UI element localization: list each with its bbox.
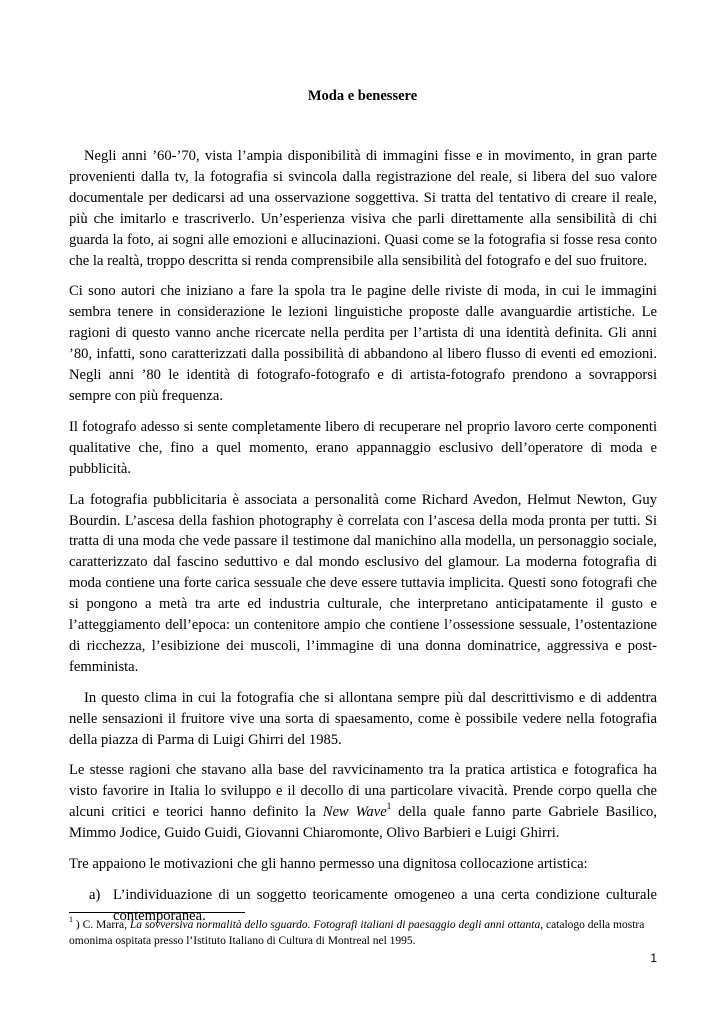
- footnote-rest: , catalogo della mostra omonima ospitata presso l’Istituto Italiano di Cultura di Montreal nel 1995.: [69, 919, 645, 947]
- page-number: 1: [650, 951, 657, 965]
- new-wave-term: New Wave: [322, 804, 387, 821]
- footnote-divider: [69, 912, 245, 913]
- footnote-author: ) C. Marra,: [73, 919, 130, 931]
- paragraph-3: Il fotografo adesso si sente completamente libero di recuperare nel proprio lavoro certe componenti qualitative che, fino a quel momento, erano appannaggio esclusivo dell’operatore di moda e pubblicità.: [69, 418, 657, 477]
- list-item-text: L’individuazione di un soggetto teoricamente omogeneo a una certa condizione culturale contemporanea.: [113, 887, 657, 924]
- footnote-number: 1: [69, 915, 73, 925]
- footnote: [69, 915, 657, 949]
- page-title: Moda e benessere: [307, 88, 418, 104]
- new-wave-text-after: della quale fanno parte Gabriele Basilico, Mimmo Jodice, Guido Guidi, Giovanni Chiaromonte, Olivo Barbieri e Luigi Ghirri.: [69, 804, 657, 842]
- footnote-title: La sovversiva normalità dello sguardo. Fotografi italiani di paesaggio degli anni ottanta: [129, 919, 541, 931]
- footnote-reference[interactable]: 1: [386, 801, 392, 812]
- paragraph-2: Ci sono autori che iniziano a fare la spola tra le pagine delle riviste di moda, in cui le immagini sembra tenere in considerazione le lezioni linguistiche proposte dalle avanguardie artistiche. Le ragioni di questo vanno anche ricercate nella perdita per l’artista di una identità definita. Gli anni ’80, infatti, sono caratterizzati dalla possibilità di abbandono al libero flusso di eventi ed emozioni. Negli anni ’80 le identità di fotografo-fotografo e di artista-fotografo prendono a sovrapporsi sempre con più frequenza.: [69, 283, 657, 404]
- document-body: [69, 146, 657, 927]
- paragraph-new-wave: [69, 760, 657, 844]
- motivations-intro: Tre appaiono le motivazioni che gli hanno permesso una dignitosa collocazione artistica:: [69, 856, 588, 873]
- paragraph-1: Negli anni ’60-’70, vista l’ampia disponibilità di immagini fisse e in movimento, in gran parte provenienti dalla tv, la fotografia si svincola dalla registrazione del reale, si libera del suo valore documentale per dedicarsi ad una osservazione soggettiva. Si tratta del tentativo di creare il reale, più che imitarlo e trascriverlo. Un’esperienza visiva che parli direttamente alla sensibilità di chi guarda la foto, ai sogni alle emozioni e allucinazioni. Quasi come se la fotografia si fosse resa conto che la realtà, troppo descritta si renda comprensibile alla sensibilità del fotografo e del suo fruitore.: [69, 148, 657, 269]
- new-wave-text-before: Le stesse ragioni che stavano alla base del ravvicinamento tra la pratica artistica e fotografica ha visto favorire in Italia lo sviluppo e il decollo di una particolare vivacità. Prende corpo quella che alcuni critici e teorici hanno definito la: [69, 762, 657, 821]
- list-marker: a): [89, 887, 101, 903]
- paragraph-5: In questo clima in cui la fotografia che si allontana sempre più dal descrittivismo e di addentra nelle sensazioni il fruitore vive una sorta di spaesamento, come è possibile vedere nella fotografia della piazza di Parma di Luigi Ghirri del 1985.: [69, 689, 657, 748]
- paragraph-4: La fotografia pubblicitaria è associata a personalità come Richard Avedon, Helmut Newton, Guy Bourdin. L’ascesa della fashion photography è correlata con l’ascesa della moda pronta per tutti. Si tratta di una moda che vede passare il testimone dal manichino alla modella, un personaggio sociale, caratterizzato dal fascino seduttivo e dal mondo esclusivo del glamour. La moderna fotografia di moda contiene una forte carica sessuale che deve essere tuttavia implicita. Questi sono fotografi che si pongono a metà tra arte ed industria culturale, che interpretano anticipatamente il gusto e l’atteggiamento dell’epoca: un contenitore ampio che contiene l’ossessione sessuale, l’ostentazione di ricchezza, l’esibizione dei muscoli, l’immagine di una donna dominatrice, aggressiva e post-femminista.: [69, 491, 657, 675]
